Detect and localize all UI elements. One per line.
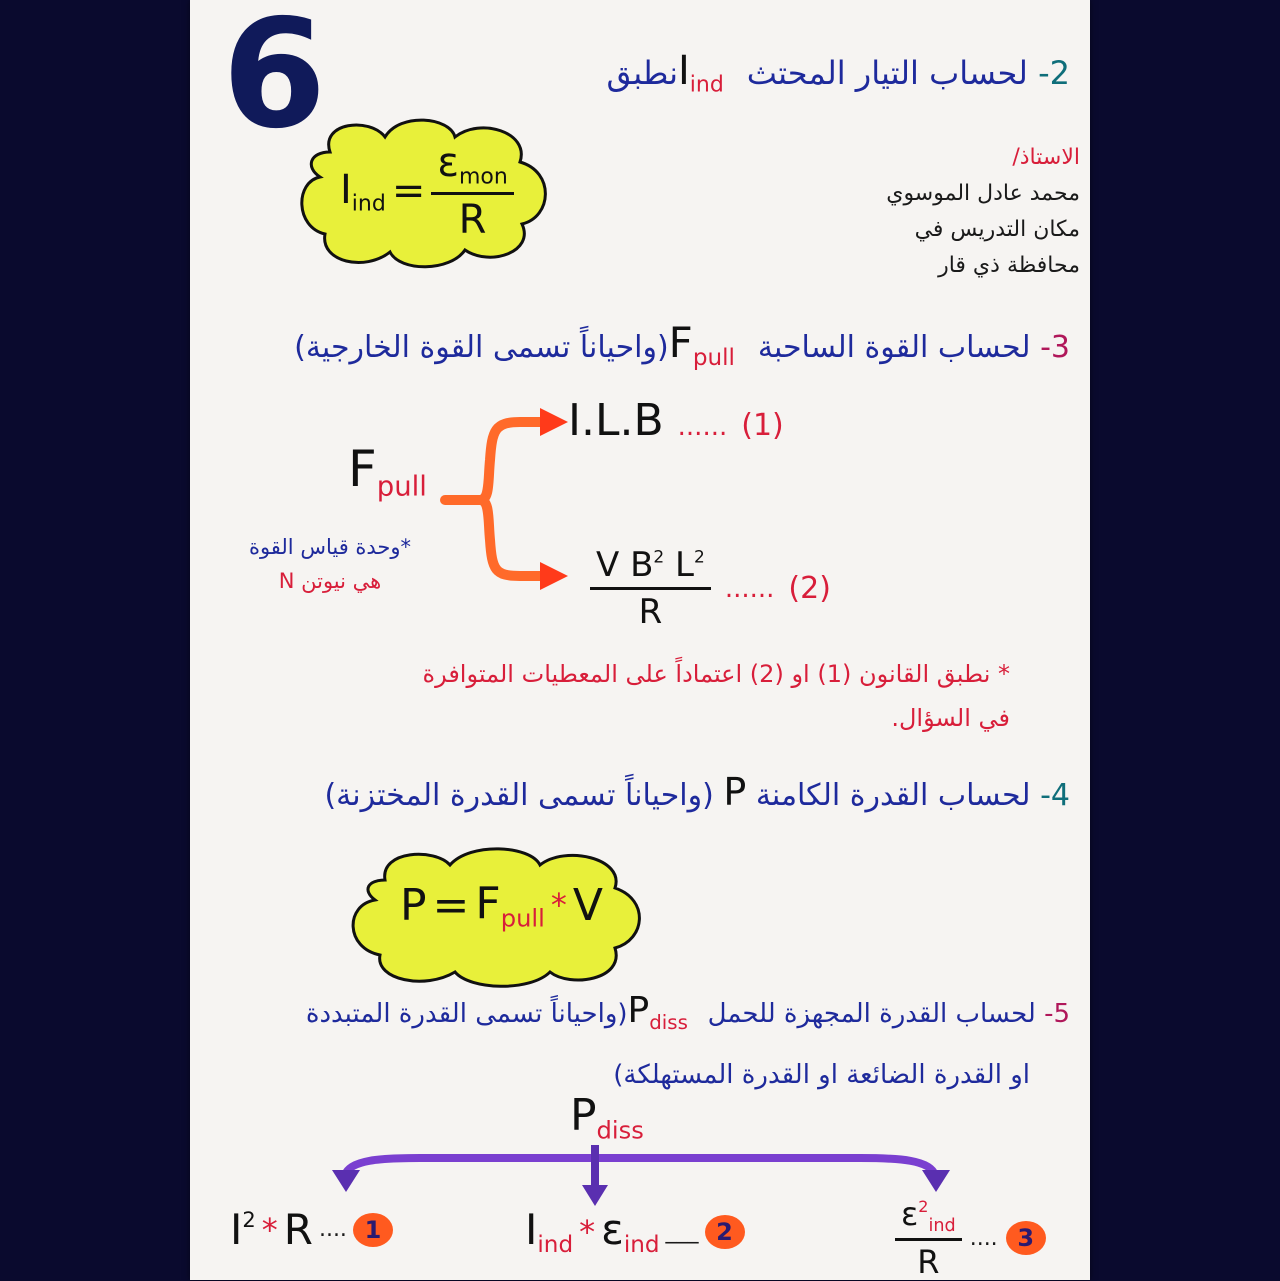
step3-heading: [294, 318, 1070, 371]
pdiss-branch-arrows: [320, 1140, 960, 1210]
pdiss-root: $P_{diss}$: [570, 1090, 644, 1145]
formula-p: [400, 878, 603, 932]
step5-number: 5-: [1044, 999, 1070, 1029]
teacher-name: محمد عادل الموسوي: [886, 181, 1080, 206]
formula-p-lhs: P: [400, 879, 427, 931]
fpull-branch1-formula: I.L.B: [568, 395, 664, 446]
step4-heading: [324, 770, 1070, 814]
pdiss-formula2: $I_{ind}$ * $\varepsilon_{ind}$ ___ 2: [525, 1205, 745, 1258]
step3-note: (واحياناً تسمى القوة الخارجية): [294, 330, 669, 365]
step5-note-line1: (واحياناً تسمى القدرة المتبددة: [305, 999, 628, 1029]
pdiss-formula3-tag: 3: [1006, 1221, 1046, 1255]
fpull-root: $F_{pull}$: [348, 440, 427, 503]
fpull-branch-arrows: [440, 400, 570, 600]
step2-text: لحساب التيار المحتث: [746, 54, 1028, 92]
fpull-branch1-tag: (1): [741, 408, 784, 443]
step4-text: لحساب القدرة الكامنة: [755, 778, 1031, 813]
formula-iind: [340, 140, 514, 243]
formula-iind-fraction: $\frac{\varepsilon_{mon}}{R}$: [431, 140, 513, 243]
force-unit-line1: *وحدة قياس القوة: [248, 535, 412, 559]
fpull-branch1-dots: ......: [677, 412, 728, 442]
fpull-branch2-fraction: $\frac{V B^2 L^2}{R}$: [590, 545, 711, 632]
step5-symbol: $P_{diss}$: [627, 990, 688, 1034]
formula-p-times: *: [550, 886, 567, 925]
step3-symbol: $F_{pull}$: [668, 318, 735, 372]
formula-iind-eq: =: [391, 168, 426, 215]
fpull-branch2: [590, 545, 831, 632]
step4-symbol: P: [723, 770, 747, 814]
step3-number: 3-: [1040, 330, 1070, 365]
step3-text: لحساب القوة الساحبة: [757, 330, 1031, 365]
fpull-branch1: [568, 395, 784, 446]
step5-text: لحساب القدرة المجهزة للحمل: [707, 999, 1036, 1029]
step2-number: 2-: [1038, 54, 1070, 92]
apply-law-line2: في السؤال.: [891, 704, 1010, 732]
formula-p-v: V: [572, 879, 603, 931]
step5-note-line2: او القدرة الضائعة او القدرة المستهلكة): [613, 1059, 1030, 1090]
fpull-branch2-tag: (2): [788, 571, 831, 606]
formula-p-f: $F_{pull}$: [475, 878, 545, 933]
step5-heading: [306, 985, 1070, 1101]
pdiss-formula1-tag: 1: [353, 1213, 393, 1247]
teacher-title: الاستاذ/: [1012, 145, 1080, 170]
pdiss-formula3-fraction: $\frac{\varepsilon^2_{ind}}{R}$: [895, 1195, 962, 1281]
formula-p-eq: =: [432, 879, 470, 931]
teacher-place: مكان التدريس في: [914, 217, 1080, 242]
page-number: 6: [222, 0, 327, 162]
step2-symbol: $I_{ind}$: [678, 48, 724, 98]
teacher-info: [886, 140, 1080, 284]
step4-note: (واحياناً تسمى القدرة المختزنة): [324, 778, 714, 813]
pdiss-formula2-tag: 2: [705, 1215, 745, 1249]
apply-law-note: [423, 652, 1010, 740]
teacher-province: محافظة ذي قار: [938, 253, 1080, 278]
formula-iind-lhs: $I_{ind}$: [340, 166, 386, 217]
step2-heading: [607, 48, 1071, 98]
step2-tail: نطبق: [606, 54, 678, 92]
pdiss-formula3: $\frac{\varepsilon^2_{ind}}{R}$ .... 3: [895, 1195, 1046, 1281]
step4-number: 4-: [1040, 778, 1070, 813]
apply-law-line1: * نطبق القانون (1) او (2) اعتماداً على المعطيات المتوافرة: [422, 660, 1010, 688]
pdiss-formula1: $I^2$ * R .... 1: [230, 1205, 393, 1254]
force-unit-line2: هي نيوتن N: [278, 569, 382, 593]
fpull-branch2-dots: ......: [724, 573, 775, 604]
force-unit-note: [240, 530, 420, 598]
notebook-page: [190, 0, 1090, 1280]
